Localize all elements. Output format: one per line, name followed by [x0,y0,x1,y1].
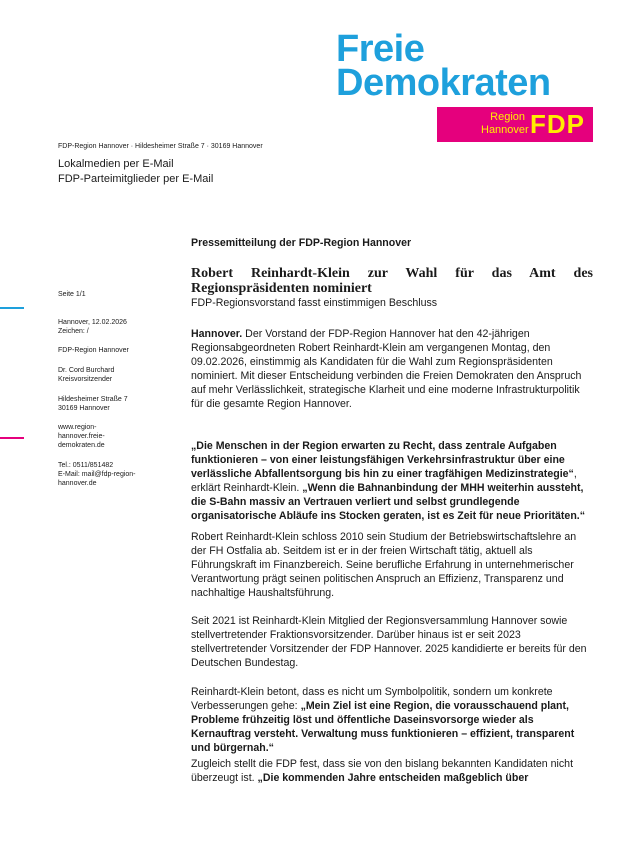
sidebar-org: FDP-Region Hannover [58,347,129,354]
logo-fdp: FDP [530,109,585,139]
city: 30169 Hannover [58,405,110,412]
logo-demokraten: Demokraten [336,62,551,104]
fold-mark-bottom [0,437,24,439]
recipients [58,157,213,187]
goals-text: Reinhardt-Klein betont, dass es nicht um Symbolpolitik, sondern um konkrete Verbesserungen gehe: [191,686,553,712]
closing-quote: „Die kommenden Jahre entscheiden maßgeblich über [257,772,529,784]
quote-1: „Die Menschen in der Region erwarten zu Recht, dass zentrale Aufgaben funktionieren – von einer leistungsfähigen Verkehrsinfrastruktur über eine verlässliche Abfallentsorgung bis hin zu einer tragfähigen Medizinstrategie“ [191,440,574,480]
letter-date: Hannover, 12.02.2026 [58,319,127,326]
bio-text: Robert Reinhardt-Klein schloss 2010 sein Studium der Betriebswirtschaftslehre an der FH Ostfalia ab. Seitdem ist er in der freien Wirtschaft tätig, aktuell als Führungskraft im Finanzbereich. Seine berufliche Erfahrung in unternehmerischer Verantwortung prägt seinen politischen Anspruch an Effizienz, Transparenz und nachhaltige Haushaltsführung. [191,531,577,599]
email-link[interactable] [58,470,158,488]
page-number: Seite 1/1 [58,291,86,298]
website-line: demokraten.de [58,442,105,449]
logo-region-line2: Hannover [481,124,529,136]
paragraph-quote [191,439,593,523]
logo-region-line1: Region [490,111,525,123]
career-text: Seit 2021 ist Reinhardt-Klein Mitglied der Regionsversammlung Hannover sowie stellvertretender Fraktionsvorsitzender. Darüber hinaus ist er seit 2023 stellvertretender Vorsitzender der FDP Hannover. 2025 kandidierte er bereits für den Deutschen Bundestag. [191,615,587,669]
website-line: www.region- [58,424,97,431]
recipient-line: Lokalmedien per E-Mail [58,158,174,170]
paragraph-goals [191,685,593,755]
email-line: E-Mail: mail@fdp-region- [58,471,136,478]
paragraph-career [191,614,593,670]
recipient-line: FDP-Parteimitglieder per E-Mail [58,173,214,185]
press-release-kicker: Pressemitteilung der FDP-Region Hannover [191,237,412,249]
logo-region-label [481,111,529,137]
subheadline: FDP-Regionsvorstand fasst einstimmigen Beschluss [191,297,438,309]
sender-line: FDP-Region Hannover · Hildesheimer Straße 7 · 30169 Hannover [58,143,263,150]
paragraph-lead [191,327,593,411]
quote-attribution: , erklärt Reinhardt-Klein. [191,468,577,494]
logo-freie: Freie [336,28,425,70]
website-link[interactable] [58,423,158,450]
headline: Robert Reinhardt-Klein zur Wahl für das Amt des Regionspräsidenten nominiert [191,266,593,296]
paragraph-closing [191,757,593,785]
street: Hildesheimer Straße 7 [58,396,128,403]
goals-quote: „Mein Ziel ist eine Region, die vorausschauend plant, Probleme frühzeitig löst und öffentliche Daseinsvorsorge wieder als Kernauftrag versteht. Verwaltung muss funktionieren – effizient, transparent und bürgernah.“ [191,700,575,754]
lead-dateline: Hannover. [191,328,243,340]
contact-role: Kreisvorsitzender [58,376,113,383]
paragraph-bio [191,530,593,600]
lead-text: Der Vorstand der FDP-Region Hannover hat den 42-jährigen Regionsabgeordneten Robert Reinhardt-Klein am vergangenen Montag, den 09.02.2026, einstimmig als Kandidaten für die Wahl zum Regionspräsidenten nominiert. Mit dieser Entscheidung verbinden die Freien Demokraten den Anspruch auf mehr Verlässlichkeit, strategische Klarheit und eine moderne Infrastrukturpolitik für die gesamte Region Hannover. [191,328,582,410]
phone: Tel.: 0511/851482 [58,462,114,469]
email-line: hannover.de [58,480,97,487]
closing-text: Zugleich stellt die FDP fest, dass sie von den bislang bekannten Kandidaten nicht überzeugt ist. [191,758,574,784]
fold-mark-top [0,307,24,309]
website-line: hannover.freie- [58,433,105,440]
fdp-logo-box [437,107,593,142]
quote-2: „Wenn die Bahnanbindung der MHH weiterhin aussteht, die S-Bahn massiv an Vertrauen verliert und selbst grundlegende organisatorische Abläufe ins Stocken geraten, ist es Zeit für neue Prioritäten.“ [191,482,586,522]
contact-name: Dr. Cord Burchard [58,367,115,374]
reference: Zeichen: / [58,328,89,335]
